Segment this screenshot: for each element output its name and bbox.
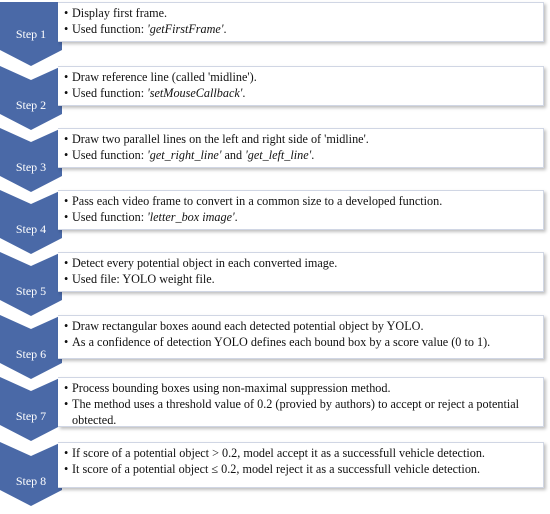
step-3 — [0, 128, 550, 192]
step-label: Step 3 — [15, 160, 47, 174]
step-bullet: • Draw reference line (called 'midline'). — [64, 69, 537, 85]
function-name: 'getFirstFrame' — [147, 22, 224, 36]
function-name: 'get_right_line' — [147, 148, 222, 162]
step-label: Step 1 — [15, 27, 47, 41]
step-8 — [0, 442, 550, 506]
step-bullet: • Draw rectangular boxes aound each detected potential object by YOLO. — [64, 318, 537, 334]
step-description-box — [58, 252, 544, 292]
step-description-box — [58, 377, 544, 427]
step-label: Step 2 — [15, 98, 47, 112]
step-5 — [0, 252, 550, 316]
step-1 — [0, 2, 550, 66]
step-bullet: • Draw two parallel lines on the left and right side of 'midline'. — [64, 131, 537, 147]
step-description-box — [58, 2, 544, 42]
step-label: Step 6 — [15, 347, 47, 361]
step-bullet: • Process bounding boxes using non-maximal suppression method. — [64, 380, 537, 396]
step-description-box — [58, 66, 544, 106]
function-name: 'letter_box image' — [147, 210, 235, 224]
step-bullet: • Used function: 'get_right_line' and 'get_left_line'. — [64, 147, 537, 163]
step-bullet: • Used file: YOLO weight file. — [64, 271, 537, 287]
step-4 — [0, 190, 550, 254]
step-2 — [0, 66, 550, 130]
function-name: 'get_left_line' — [245, 148, 312, 162]
step-description-box — [58, 442, 544, 488]
step-bullet: • Pass each video frame to convert in a common size to a developed function. — [64, 193, 537, 209]
step-label: Step 5 — [15, 284, 47, 298]
step-bullet: • Used function: 'setMouseCallback'. — [64, 85, 537, 101]
step-label: Step 7 — [15, 409, 47, 423]
step-bullet: • Detect every potential object in each converted image. — [64, 255, 537, 271]
step-bullet: • As a confidence of detection YOLO defines each bound box by a score value (0 to 1). — [64, 334, 537, 350]
step-description-box — [58, 315, 544, 359]
step-6 — [0, 315, 550, 379]
step-7 — [0, 377, 550, 441]
step-label: Step 4 — [15, 222, 47, 236]
step-description-box — [58, 128, 544, 168]
function-name: 'setMouseCallback' — [147, 86, 243, 100]
step-bullet: • Used function: 'letter_box image'. — [64, 209, 537, 225]
step-bullet: • Display first frame. — [64, 5, 537, 21]
step-label: Step 8 — [15, 474, 47, 488]
step-description-box — [58, 190, 544, 230]
step-bullet: • Used function: 'getFirstFrame'. — [64, 21, 537, 37]
step-bullet: • It score of a potential object ≤ 0.2, model reject it as a successfull vehicle detection. — [64, 461, 537, 477]
step-bullet: • The method uses a threshold value of 0.2 (provied by authors) to accept or reject a potential obtected. — [64, 396, 537, 428]
step-bullet: • If score of a potential object > 0.2, model accept it as a successfull vehicle detection. — [64, 445, 537, 461]
